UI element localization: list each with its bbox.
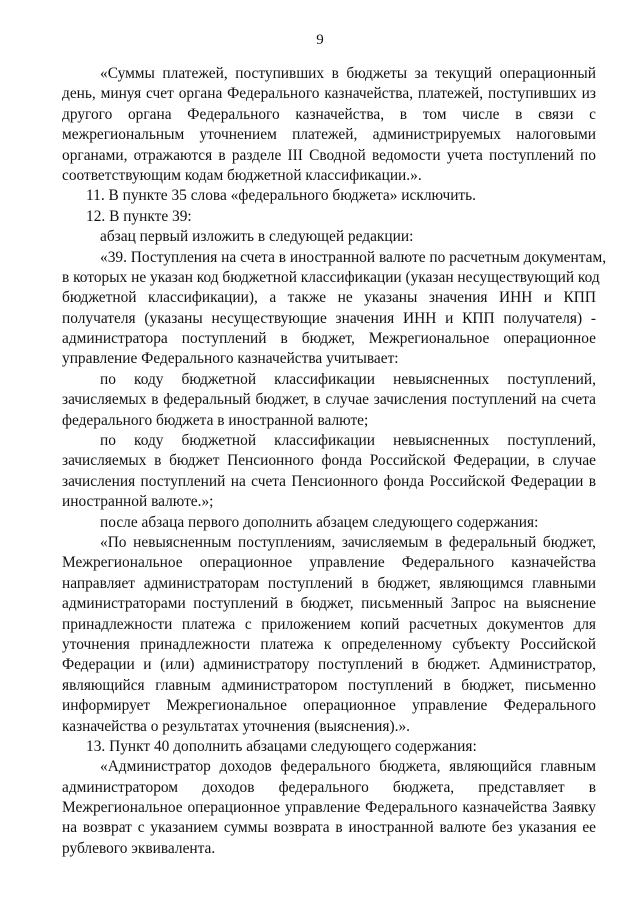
text-line: зачисляемых в бюджет Пенсионного фонда Российской Федерации, в случае — [62, 452, 596, 470]
text-line: казначейства о результатах уточнения (выяснения).». — [62, 717, 410, 735]
text-line: администратором доходов федерального бюджета, представляет в — [62, 778, 596, 796]
text-line: рублевого эквивалента. — [62, 839, 216, 857]
text-line: иностранной валюте.»; — [62, 493, 214, 511]
text-line: день, минуя счет органа Федерального казначейства, платежей, поступивших из — [62, 85, 596, 103]
text-line: «39. Поступления на счета в иностранной валюте по расчетным документам, — [100, 248, 607, 266]
text-line: абзац первый изложить в следующей редакции: — [100, 228, 414, 246]
text-line: «По невыясненным поступлениям, зачисляемым в федеральный бюджет, — [100, 533, 596, 551]
text-line: 12. В пункте 39: — [86, 207, 192, 225]
text-line: получателя (указаны несуществующие значения ИНН и КПП получателя) - — [62, 309, 596, 327]
text-line: администратора поступлений в бюджет, Межрегиональное операционное — [62, 330, 596, 348]
text-line: управление Федерального казначейства учитывает: — [62, 350, 399, 368]
text-line: органами, отражаются в разделе III Сводной ведомости учета поступлений по — [62, 146, 596, 164]
text-line: Межрегиональное операционное управление Федерального казначейства Заявку — [62, 799, 596, 817]
text-line: администраторами поступлений в бюджет, письменный Запрос на выяснение — [62, 595, 596, 613]
text-line: 13. Пункт 40 дополнить абзацами следующего содержания: — [86, 737, 477, 755]
text-line: направляет администраторам поступлений в бюджет, являющимся главными — [62, 574, 596, 592]
text-line: бюджетной классификации), а также не указаны значения ИНН и КПП — [62, 289, 596, 307]
text-line: информирует Межрегиональное операционное управление Федерального — [62, 697, 596, 715]
text-line: «Суммы платежей, поступивших в бюджеты за текущий операционный — [100, 65, 596, 82]
text-line: «Администратор доходов федерального бюджета, являющийся главным — [100, 758, 596, 776]
text-line: зачисления поступлений на счета Пенсионного фонда Российской Федерации в — [62, 472, 596, 490]
text-line: принадлежности платежа с приложением копий расчетных документов для — [62, 615, 596, 633]
text-line: Межрегиональное операционное управление Федерального казначейства — [62, 554, 596, 572]
text-line: межрегиональным уточнением платежей, администрируемых налоговыми — [62, 126, 596, 144]
document-body — [62, 64, 607, 859]
text-line: по коду бюджетной классификации невыясненных поступлений, — [100, 432, 596, 450]
page-number: 9 — [316, 32, 324, 48]
text-line: другого органа Федерального казначейства, в том числе в связи с — [62, 105, 596, 123]
text-line: в которых не указан код бюджетной классификации (указан несуществующий код — [62, 268, 600, 286]
text-line: по коду бюджетной классификации невыясненных поступлений, — [100, 370, 596, 388]
text-line: уточнения принадлежности платежа к определенному субъекту Российской — [62, 635, 596, 653]
text-line: соответствующим кодам бюджетной классификации.». — [62, 166, 422, 184]
text-line: зачисляемых в федеральный бюджет, в случае зачисления поступлений на счета — [62, 391, 596, 409]
text-line: федерального бюджета в иностранной валюте; — [62, 411, 369, 429]
text-line: являющийся главным администратором поступлений в бюджет, письменно — [62, 676, 596, 694]
text-line: после абзаца первого дополнить абзацем следующего содержания: — [100, 513, 539, 531]
text-line: 11. В пункте 35 слова «федерального бюджета» исключить. — [86, 187, 477, 205]
text-line: на возврат с указанием суммы возврата в иностранной валюте без указания ее — [62, 819, 596, 837]
text-line: Федерации и (или) администратору поступлений в бюджет. Администратор, — [62, 656, 596, 674]
